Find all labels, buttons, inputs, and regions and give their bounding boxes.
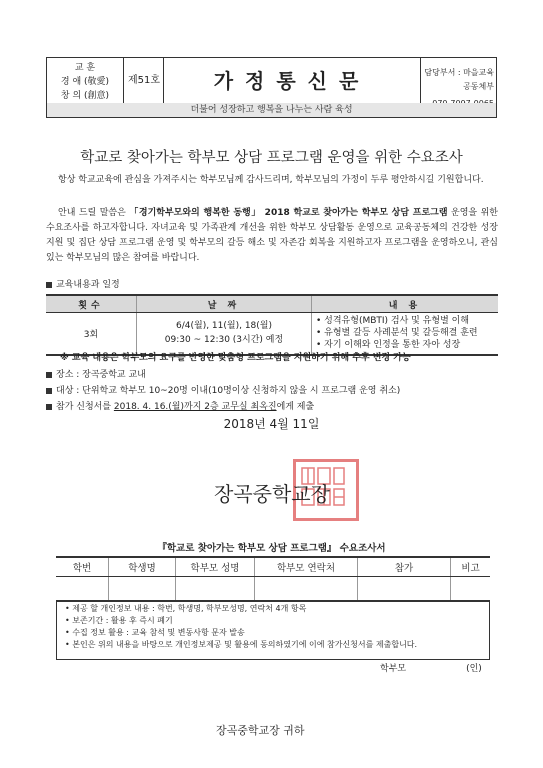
form-header-note: 비고 bbox=[451, 557, 491, 577]
submit-post: 에게 제출 bbox=[276, 402, 315, 412]
section-heading bbox=[46, 279, 120, 291]
form-header-parent: 학부모 성명 bbox=[176, 557, 255, 577]
parent-phone-field[interactable] bbox=[255, 577, 358, 602]
form-header-id: 학번 bbox=[56, 557, 109, 577]
attendance-field[interactable] bbox=[358, 577, 451, 602]
session-count: 3회 bbox=[46, 313, 137, 355]
session-contents bbox=[312, 313, 499, 355]
consent-text: 수집 정보 활용 : 교육 참석 및 변동사항 문자 발송 bbox=[72, 628, 245, 637]
newsletter-header bbox=[46, 57, 497, 105]
form-header-attend: 참가 bbox=[358, 557, 451, 577]
target-line bbox=[46, 383, 400, 396]
form-title: 『학교로 찾아가는 학부모 상담 프로그램』 수요조사서 bbox=[157, 543, 386, 554]
department: 담당부서 : 마을교육공동체부 bbox=[424, 68, 494, 91]
place-line bbox=[46, 367, 146, 380]
motto-label: 교 훈 bbox=[74, 63, 96, 73]
school-principal: 장곡중학교장 bbox=[214, 482, 330, 506]
col-header-content: 내 용 bbox=[312, 295, 499, 313]
col-header-date: 날 짜 bbox=[137, 295, 312, 313]
purpose-text-post: 운영을 위한 수요조사를 하고자합니다. 자녀교육 및 가족관계 개선을 위한 학부모 상담활동 운영으로 교육공동체의 건강한 성장 지원 및 집단 상담 프로그램 운영 및 학부모의 갈등 해소 및 자존감 회복을 지원하고자 프로그램을 운영하오니, 관심 있는 학부모님의 많은 참여를 바랍니다. bbox=[46, 208, 498, 263]
issue-date: 2018년 4월 11일 bbox=[223, 417, 320, 431]
student-name-field[interactable] bbox=[109, 577, 176, 602]
date-line-1: 6/4(월), 11(월), 18(월) bbox=[176, 321, 272, 332]
issue-number: 제51호 bbox=[125, 58, 164, 104]
signer-label: 학부모 bbox=[380, 664, 407, 674]
date-line-2: 09:30 ~ 12:30 (3시간) 예정 bbox=[164, 335, 284, 346]
consent-text: 본인은 위의 내용을 바탕으로 개인정보제공 및 활용에 동의하였기에 이에 참가신청서를 제출합니다. bbox=[72, 640, 418, 649]
survey-form-table bbox=[56, 556, 490, 602]
schedule-table bbox=[46, 294, 498, 356]
parent-signature-line[interactable] bbox=[380, 661, 482, 674]
content-text: 자기 이해와 인정을 통한 자아 성장 bbox=[324, 340, 461, 351]
school-motto bbox=[47, 58, 124, 104]
addressee: 장곡중학교장 귀하 bbox=[216, 724, 305, 737]
submit-pre: 참가 신청서를 bbox=[56, 402, 114, 412]
consent-text: 제공 할 개인정보 내용 : 학번, 학생명, 학부모성명, 연락처 4개 항목 bbox=[72, 604, 307, 613]
intro-paragraph: 항상 학교교육에 관심을 가져주시는 학부모님께 감사드리며, 학부모님의 가정이 두루 평안하시길 기원합니다. bbox=[58, 175, 484, 185]
submit-deadline: 2018. 4. 16.(월)까지 2층 교무실 최옥진 bbox=[113, 402, 277, 412]
purpose-paragraph bbox=[46, 206, 498, 266]
submission-line bbox=[46, 399, 314, 412]
consent-item: • 보존기간 : 활용 후 즉시 폐기 bbox=[65, 616, 173, 625]
content-item: • 자기 이해와 인정을 통한 자아 성장 bbox=[316, 340, 461, 351]
student-id-field[interactable] bbox=[56, 577, 109, 602]
motto-line-2: 창 의 (創意) bbox=[60, 91, 110, 101]
motto-line-1: 경 애 (敬愛) bbox=[60, 77, 110, 87]
content-item: • 유형별 갈등 사례분석 및 갈등해결 훈련 bbox=[316, 328, 478, 339]
purpose-text-pre: 안내 드릴 말씀은 bbox=[58, 208, 130, 218]
square-bullet-icon bbox=[46, 388, 52, 394]
consent-text: 보존기간 : 활용 후 즉시 폐기 bbox=[72, 616, 173, 625]
content-item: • 성격유형(MBTI) 검사 및 유형별 이해 bbox=[316, 316, 470, 327]
session-dates bbox=[137, 313, 312, 355]
target-text: 대상 : 단위학교 학부모 10~20명 이내(10명이상 신청하지 않을 시 프로그램 운영 취소) bbox=[56, 386, 401, 396]
seal-mark: (인) bbox=[466, 664, 482, 674]
page-title: 학교로 찾아가는 학부모 상담 프로그램 운영을 위한 수요조사 bbox=[80, 150, 463, 166]
place-text: 장소 : 장곡중학교 교내 bbox=[56, 370, 146, 380]
parent-name-field[interactable] bbox=[176, 577, 255, 602]
contact-info bbox=[421, 58, 496, 104]
program-name: 「경기학부모와의 행복한 동행」 2018 학교로 찾아가는 학부모 상담 프로그램 bbox=[129, 208, 448, 218]
content-text: 유형별 갈등 사례분석 및 갈등해결 훈련 bbox=[324, 328, 478, 339]
remarks-field[interactable] bbox=[451, 577, 491, 602]
consent-item: • 본인은 위의 내용을 바탕으로 개인정보제공 및 활용에 동의하였기에 이에 참가신청서를 제출합니다. bbox=[65, 640, 418, 649]
form-header-student: 학생명 bbox=[109, 557, 176, 577]
newsletter-title: 가정통신문 bbox=[164, 58, 421, 104]
change-note: ※ 교육 내용은 학부모의 요구를 반영한 맞춤형 프로그램을 지원하기 위해 추후 변경 가능 bbox=[60, 353, 411, 363]
square-bullet-icon bbox=[46, 282, 52, 288]
section-title: 교육내용과 일정 bbox=[56, 280, 120, 290]
square-bullet-icon bbox=[46, 372, 52, 378]
slogan: 더불어 성장하고 행복을 나누는 사람 육성 bbox=[46, 103, 497, 118]
content-text: 성격유형(MBTI) 검사 및 유형별 이해 bbox=[324, 316, 470, 327]
privacy-consent bbox=[56, 600, 490, 660]
consent-item: • 제공 할 개인정보 내용 : 학번, 학생명, 학부모성명, 연락처 4개 항목 bbox=[65, 604, 307, 613]
consent-item: • 수집 정보 활용 : 교육 참석 및 변동사항 문자 발송 bbox=[65, 628, 245, 637]
form-header-phone: 학부모 연락처 bbox=[255, 557, 358, 577]
square-bullet-icon bbox=[46, 404, 52, 410]
col-header-count: 횟수 bbox=[46, 295, 137, 313]
